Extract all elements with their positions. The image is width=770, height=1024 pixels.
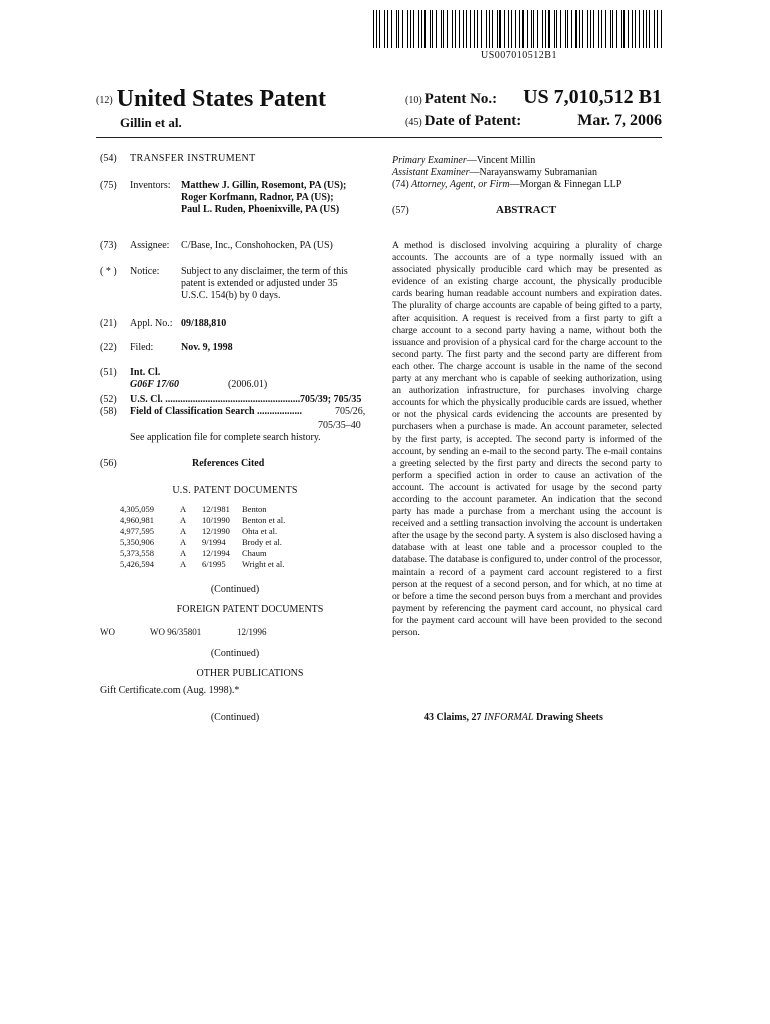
barcode-bar [402,10,403,48]
barcode-bar [508,10,509,48]
us-patent-date: 9/1994 [202,537,226,547]
barcode-bar [623,10,624,48]
header-divider [96,137,662,138]
barcode-bar [407,10,408,48]
refs-code: (56) [100,458,117,469]
attorney-name: —Morgan & Finnegan LLP [509,179,622,190]
barcode-bar [519,10,520,48]
examiners-block [392,155,672,191]
us-patent-name: Benton et al. [242,515,286,525]
inventors-list [181,180,391,216]
us-patent-number: 5,350,906 [120,537,154,547]
inventor-2-text: Roger Korfmann, Radnor, PA (US); [181,192,334,203]
us-patent-date: 12/1981 [202,504,230,514]
barcode-bar [489,10,490,48]
us-patent-name: Benton [242,504,267,514]
patent-date-label-text: Date of Patent: [424,113,522,129]
barcode [373,10,665,48]
barcode-bar [477,10,478,48]
barcode-bar [499,10,500,48]
intcl-label: Int. Cl. [130,367,161,378]
assistant-examiner [392,167,672,179]
barcode-bar [533,10,534,48]
barcode-bar [522,10,523,48]
intcl-class: G06F 17/60 [130,379,179,390]
barcode-bar [593,10,594,48]
claims-informal: INFORMAL [484,712,534,723]
barcode-bar [418,10,419,48]
continued-other: (Continued) [210,712,260,723]
see-application: See application file for complete search history. [130,432,321,443]
barcode-bar [657,10,658,48]
foreign-date: 12/1996 [237,627,267,637]
continued-us: (Continued) [210,584,260,595]
barcode-bar [575,10,576,48]
us-patent-date: 12/1990 [202,526,230,536]
us-patent-name: Wright et al. [242,559,285,569]
barcode-bar [643,10,644,48]
document-title [96,86,326,113]
attorney-code: (74) [392,179,409,190]
abstract-heading: ABSTRACT [496,204,556,216]
us-patent-kind: A [180,515,187,525]
inventor-3 [181,204,391,216]
patent-number-label-text: Patent No.: [424,91,498,107]
us-patent-number: 5,373,558 [120,548,154,558]
patent-number: US 7,010,512 B1 [523,86,662,108]
us-patent-number: 4,977,595 [120,526,154,536]
notice-line-3: U.S.C. 154(b) by 0 days. [181,290,281,301]
barcode-bar [486,10,487,48]
claims-count: 43 Claims, 27 [424,712,482,723]
field-search-value-2: 705/35–40 [318,420,361,431]
attorney-label: Attorney, Agent, or Firm [411,179,510,190]
intcl-code: (51) [100,367,117,378]
barcode-bar [466,10,467,48]
us-patent-kind: A [180,526,187,536]
abstract-text: A method is disclosed involving acquiring a plurality of charge accounts. The accounts are of a type normally issued with an associated physically producible card which may be presented as evidence of an existing charge account, the physically producible cards bearing human readable account numbers and expiration dates. The plurality of charge accounts are capable of being gifted to a party, after acquisition. A request is received from a first party to gift a charge account to a second party having a name, without both the issuance and provision of a physical card for the charge account to the second party. The first party and the second party are different from each other. The charge account is usable in the name of the second party at any merchant who is capable of seeking authorization, using an authorization infrastructure, for purchases involving charge accounts for which the physically producible cards are issued, whether or not the physical cards evidencing the accounts are presented by purchasers when a purchase is made. An account parameter, selected by the first party, is accepted. The second party is informed of the account, by sending an e-mail to the second party. The e-mail contains a greeting selected by the first party and directs the second party to perform a specified action in order to cause an activation of the account. The account is activated for usage by the second party according to the account parameter. An indication that the second party has made a purchase from a merchant using the account is received and a settling transaction involving the account is undertaken after the usage by the second party. A system is also disclosed having a database with at least one table and a processor coupled to the database. The database is configured to, under control of the processor, maintain a record of a payment card account registered to a first person at the request of a second person, and for which, at no time at or before a time the second person buys from a merchant and provides payment by referencing the payment card account, no physical card for the payment card account will have been provided to the second person. [392,241,662,638]
notice-line-1: Subject to any disclaimer, the term of this [181,266,348,277]
us-patent-kind: A [180,537,187,547]
intcl-year: (2006.01) [228,379,268,390]
filed-date: Nov. 9, 1998 [181,342,233,353]
us-patent-row [120,515,285,525]
abstract-code: (57) [392,205,409,216]
us-patent-number: 4,305,059 [120,504,154,514]
barcode-bar [635,10,636,48]
other-pub-item: Gift Certificate.com (Aug. 1998).* [100,685,240,696]
barcode-number: US007010512B1 [481,50,557,61]
assignee-value: C/Base, Inc., Conshohocken, PA (US) [181,240,333,251]
primary-examiner-name: —Vincent Millin [466,155,536,166]
barcode-bar [424,10,425,48]
us-patent-name: Brody et al. [242,537,282,547]
notice-code: ( * ) [100,266,117,277]
filed-code: (22) [100,342,117,353]
us-patent-row [120,526,277,536]
us-patent-kind: A [180,559,187,569]
barcode-bar [452,10,453,48]
primary-examiner-label: Primary Examiner [392,155,467,166]
notice-text [181,266,371,302]
us-patent-date: 12/1994 [202,548,230,558]
barcode-bar [612,10,613,48]
barcode-bar [455,10,456,48]
field-search-label: Field of Classification Search .................. [130,406,303,417]
assignee-code: (73) [100,240,117,251]
us-patent-name: Ohta et al. [242,526,278,536]
barcode-bar [373,10,374,48]
us-patent-date: 10/1990 [202,515,230,525]
barcode-bar [548,10,549,48]
us-patent-kind: A [180,548,187,558]
foreign-country: WO [100,627,115,637]
field-search-value-1: 705/26, [335,406,366,417]
assistant-examiner-name: —Narayanswamy Subramanian [469,167,597,178]
other-pubs-heading: OTHER PUBLICATIONS [196,668,304,679]
inventor-1-text: Matthew J. Gillin, Rosemont, PA (US); [181,180,347,191]
barcode-bar [616,10,617,48]
inventor-2 [181,192,391,204]
us-patents-heading: U.S. PATENT DOCUMENTS [172,485,298,496]
primary-examiner [392,155,672,167]
claims-sheets: Drawing Sheets [535,712,603,723]
inventors-label: Inventors: [130,180,171,191]
title-field-code: (54) [100,153,117,164]
continued-foreign: (Continued) [210,648,260,659]
authors: Gillin et al. [120,115,182,130]
us-patent-row [120,559,284,569]
uscl-label: U.S. Cl. ...................................................... [130,394,300,405]
filed-label: Filed: [130,342,154,353]
invention-title: TRANSFER INSTRUMENT [130,153,256,164]
title-text: United States Patent [116,86,326,112]
attorney [392,179,672,191]
assignee-label: Assignee: [130,240,170,251]
inventor-3-text: Paul L. Ruden, Phoenixville, PA (US) [181,204,340,215]
us-patent-number: 4,960,981 [120,515,154,525]
us-patent-kind: A [180,504,187,514]
notice-line-2: patent is extended or adjusted under 35 [181,278,338,289]
us-patent-row [120,548,267,558]
us-patent-row [120,504,267,514]
appl-label: Appl. No.: [130,318,173,329]
patent-date-label [405,113,521,130]
patent-number-label [405,91,497,108]
barcode-bar [601,10,602,48]
barcode-bar [432,10,433,48]
barcode-bar [384,10,385,48]
refs-heading: References Cited [192,458,265,469]
notice-label: Notice: [130,266,160,277]
barcode-bar [542,10,543,48]
inventors-code: (75) [100,180,117,191]
uscl-code: (52) [100,394,117,405]
foreign-number: WO 96/35801 [150,627,202,637]
appl-code: (21) [100,318,117,329]
claims-line [424,712,603,724]
foreign-heading: FOREIGN PATENT DOCUMENTS [176,604,324,615]
inventor-1 [181,180,391,192]
uscl-value: 705/39; 705/35 [300,394,362,405]
us-patent-row [120,537,282,547]
patent-number-code: (10) [405,95,422,106]
barcode-bar [443,10,444,48]
barcode-bar [582,10,583,48]
field-search-code: (58) [100,406,117,417]
us-patent-number: 5,426,594 [120,559,154,569]
patent-date: Mar. 7, 2006 [577,112,662,129]
assistant-examiner-label: Assistant Examiner [392,167,470,178]
barcode-bar [654,10,655,48]
barcode-bar [391,10,392,48]
barcode-bar [560,10,561,48]
us-patent-name: Chaum [242,548,267,558]
appl-number: 09/188,810 [181,318,227,329]
barcode-bar [571,10,572,48]
us-patent-date: 6/1995 [202,559,226,569]
title-code: (12) [96,94,113,106]
patent-date-code: (45) [405,117,422,128]
